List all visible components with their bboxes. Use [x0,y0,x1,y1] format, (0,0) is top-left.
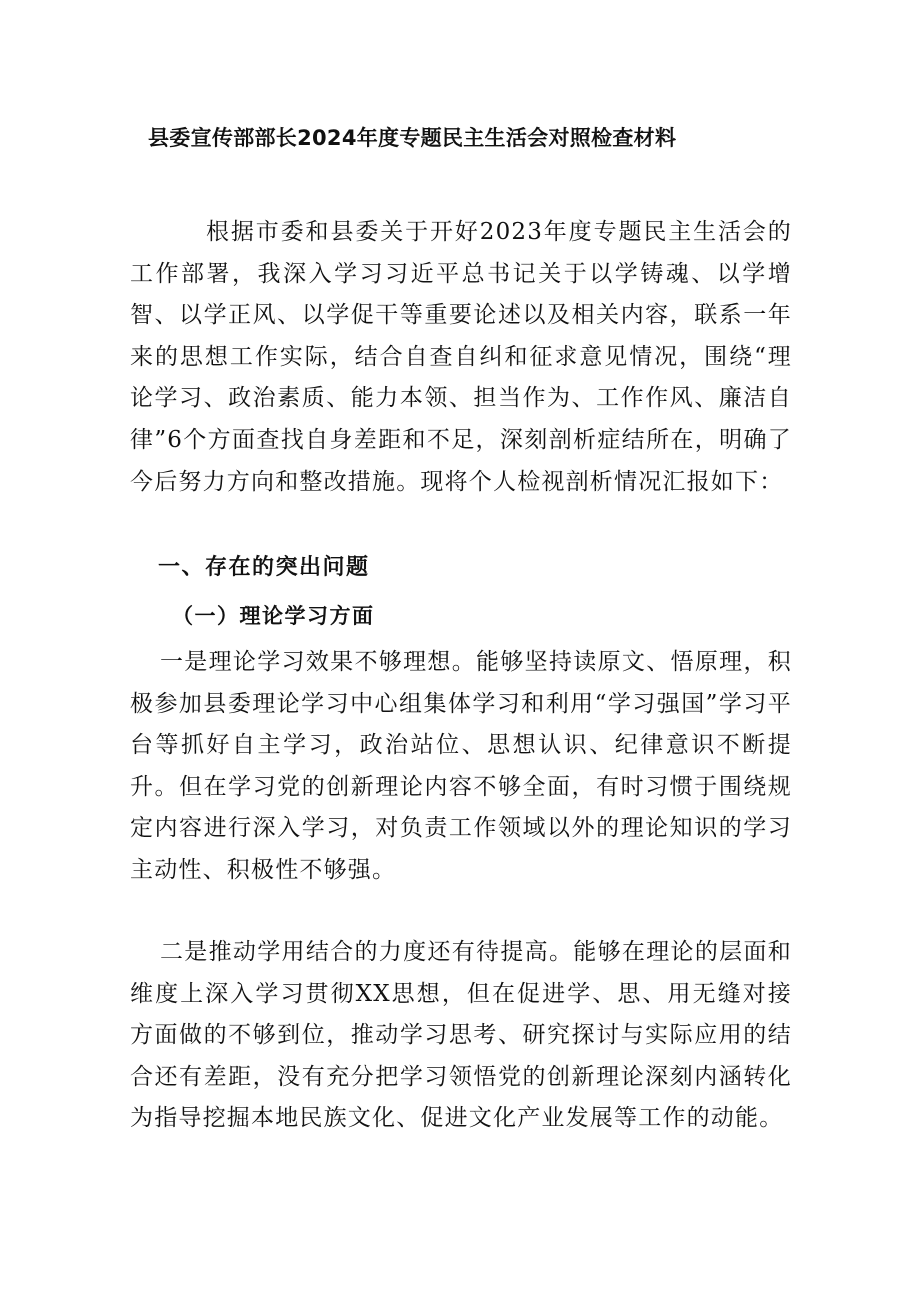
subsection-heading: （一）理论学习方面 [172,604,375,628]
body-paragraph-2: 二是推动学用结合的力度还有待提高。能够在理论的层面和维度上深入学习贯彻XX思想，但在促进学、思、用无缝对接方面做的不够到位，推动学习思考、研究探讨与实际应用的结合还有差距，没有充分把学习领悟党的创新理论深刻内涵转化为指导挖掘本地民族文化、促进文化产业发展等工作的动能。 [130,939,792,1132]
body-paragraph-1: 一是理论学习效果不够理想。能够坚持读原文、悟原理，积极参加县委理论学习中心组集体学习和利用“学习强国”学习平台等抓好自主学习，政治站位、思想认识、纪律意识不断提升。但在学习党的创新理论内容不够全面，有时习惯于围绕规定内容进行深入学习，对负责工作领域以外的理论知识的学习主动性、积极性不够强。 [130,649,792,883]
intro-paragraph: 根据市委和县委关于开好2023年度专题民主生活会的工作部署，我深入学习习近平总书记关于以学铸魂、以学增智、以学正风、以学促干等重要论述以及相关内容，联系一年来的思想工作实际，结合自查自纠和征求意见情况，围绕“理论学习、政治素质、能力本领、担当作为、工作作风、廉洁自律”6个方面查找自身差距和不足，深刻剖析症结所在，明确了今后努力方向和整改措施。现将个人检视剖析情况汇报如下： [130,219,792,495]
section-heading: 一、存在的突出问题 [158,555,370,580]
document-title: 县委宣传部部长2024年度专题民主生活会对照检查材料 [148,126,677,150]
